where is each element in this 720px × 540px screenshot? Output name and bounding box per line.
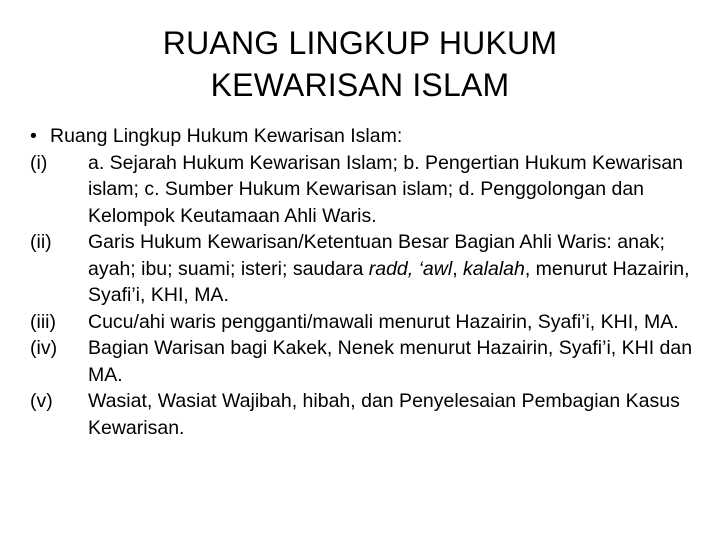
list-item-iii (30, 309, 700, 336)
item-text: Wasiat, Wasiat Wajibah, hibah, dan Penyelesaian Pembagian Kasus Kewarisan. (88, 390, 680, 439)
bullet-icon: • (30, 125, 37, 147)
title-line-2: KEWARISAN ISLAM (210, 67, 510, 103)
bullet-intro-text: Ruang Lingkup Hukum Kewarisan Islam: (50, 125, 403, 147)
bullet-intro (30, 123, 700, 150)
item-number: (iii) (30, 310, 56, 333)
list-item-v (30, 388, 700, 441)
list-item-ii (30, 229, 700, 309)
item-text-italic: radd, ‘awl (368, 257, 453, 280)
item-text: a. Sejarah Hukum Kewarisan Islam; b. Pengertian Hukum Kewarisan islam; c. Sumber Hukum Kewarisan islam; d. Penggolongan dan Kelompok Keutamaan Ahli Waris. (88, 151, 684, 227)
slide-title (0, 22, 720, 106)
item-text-part: Garis Hukum Kewarisan/Ketentuan Besar Bagian Ahli Waris: anak; ayah; ibu; suami; isteri; saudara (88, 231, 665, 280)
item-number: (i) (30, 151, 48, 174)
item-text (88, 231, 690, 306)
list-item-i (30, 150, 700, 230)
item-text-part: , menurut Hazairin, Syafi’i, KHI, MA. (88, 257, 690, 306)
item-number: (ii) (30, 231, 52, 253)
item-number: (v) (30, 390, 53, 412)
list-item-iv (30, 335, 700, 388)
item-text: Cucu/ahi waris pengganti/mawali menurut Hazairin, Syafi’i, KHI, MA. (88, 310, 679, 333)
item-number: (iv) (30, 337, 58, 359)
item-text-italic: kalalah (463, 257, 525, 280)
slide-content (30, 123, 700, 441)
title-line-1: RUANG LINGKUP HUKUM (162, 25, 558, 61)
item-text-part: , (452, 257, 464, 280)
item-text: Bagian Warisan bagi Kakek, Nenek menurut Hazairin, Syafi’i, KHI dan MA. (88, 337, 693, 386)
